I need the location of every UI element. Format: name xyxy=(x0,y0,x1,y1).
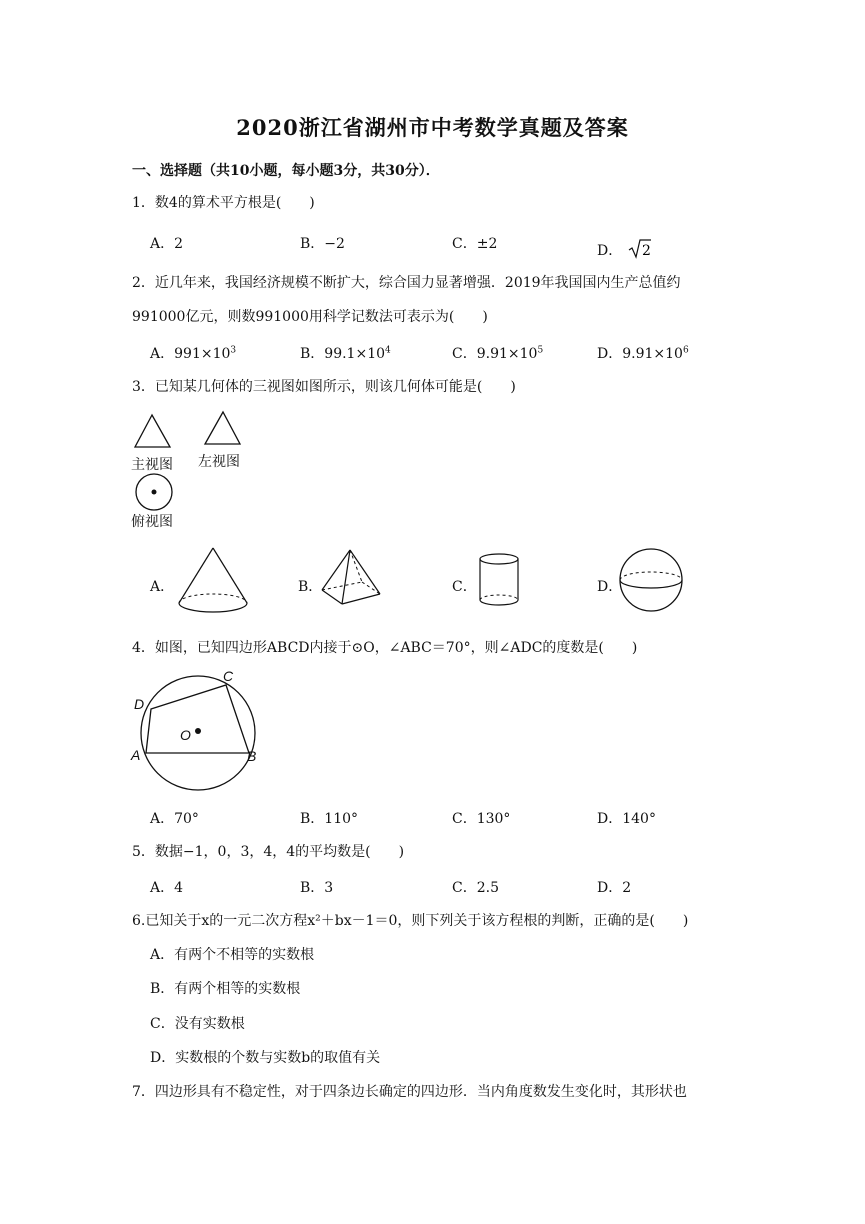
q7-stem: 7．四边形具有不稳定性，对于四条边长确定的四边形．当内角度数发生变化时，其形状也 xyxy=(132,1084,687,1100)
top-view-center-dot xyxy=(152,490,157,495)
q5-option-b: B．3 xyxy=(300,880,334,896)
pyramid-icon xyxy=(320,548,385,608)
q4-stem: 4．如图，已知四边形ABCD内接于⊙O，∠ABC＝70°，则∠ADC的度数是( ) xyxy=(132,640,638,656)
page-title: 2020浙江省湖州市中考数学真题及答案 xyxy=(236,115,629,140)
q1-option-c: C．±2 xyxy=(452,236,498,252)
point-o-label: O xyxy=(180,727,191,743)
front-view-label: 主视图 xyxy=(131,456,173,472)
q3-option-a: A． xyxy=(150,579,175,595)
q2-stem-line1: 2．近几年来，我国经济规模不断扩大，综合国力显著增强．2019年我国国内生产总值约 xyxy=(132,275,681,291)
cone-icon xyxy=(175,545,250,615)
left-view-triangle xyxy=(205,412,240,444)
q6-option-d: D．实数根的个数与实数b的取值有关 xyxy=(150,1050,381,1066)
q1-option-d: D． 2 xyxy=(597,233,653,260)
q2-option-a: A．$991\times 10^3$ xyxy=(150,345,237,362)
q3-option-b: B． xyxy=(298,579,323,595)
sphere-icon xyxy=(618,548,686,614)
q5-stem: 5．数据−1，0，3，4，4的平均数是( ) xyxy=(132,844,405,860)
q5-option-c: C．2.5 xyxy=(452,880,499,896)
q2-option-d: D．$9.91\times 10^6$ xyxy=(597,345,689,362)
sqrt-icon xyxy=(627,238,653,260)
q6-option-c: C．没有实数根 xyxy=(150,1016,245,1032)
center-dot xyxy=(195,728,201,734)
point-a-label: A xyxy=(131,747,141,763)
q4-option-a: A．70° xyxy=(150,811,199,827)
front-view-triangle xyxy=(135,415,170,447)
q1-option-a: A．2 xyxy=(150,236,184,252)
q6-stem: 6.已知关于x的一元二次方程x²＋bx－1＝0，则下列关于该方程根的判断，正确的是( ) xyxy=(132,913,689,929)
q3-option-c: C． xyxy=(452,579,477,595)
q3-option-d: D． xyxy=(597,579,623,595)
point-d-label: D xyxy=(134,696,145,712)
q4-option-c: C．130° xyxy=(452,811,511,827)
q1-option-b: B．−2 xyxy=(300,236,345,252)
q2-option-c: C．$9.91\times 10^5$ xyxy=(452,345,544,362)
point-c-label: C xyxy=(223,668,234,684)
section-heading: 一、选择题（共10小题，每小题3分，共30分）． xyxy=(132,163,440,179)
sqrt-radicand: 2 xyxy=(641,243,651,259)
q4-option-d: D．140° xyxy=(597,811,656,827)
q2-stem-line2: 991000亿元，则数991000用科学记数法可表示为( ) xyxy=(132,309,488,325)
q6-option-a: A．有两个不相等的实数根 xyxy=(150,947,315,963)
q3-stem: 3．已知某几何体的三视图如图所示，则该几何体可能是( ) xyxy=(132,379,516,395)
q4-option-b: B．110° xyxy=(300,811,359,827)
q6-option-b: B．有两个相等的实数根 xyxy=(150,981,301,997)
q5-option-d: D．2 xyxy=(597,880,632,896)
q2-option-b: B．$99.1\times 10^4$ xyxy=(300,345,391,362)
cylinder-icon xyxy=(478,552,523,610)
point-b-label: B xyxy=(247,748,257,764)
left-view-label: 左视图 xyxy=(198,453,240,469)
q5-option-a: A．4 xyxy=(150,880,184,896)
q1-stem: 1．数4的算术平方根是( ) xyxy=(132,195,315,211)
circle-quadrilateral-figure xyxy=(128,665,263,800)
top-view-label: 俯视图 xyxy=(131,513,173,529)
